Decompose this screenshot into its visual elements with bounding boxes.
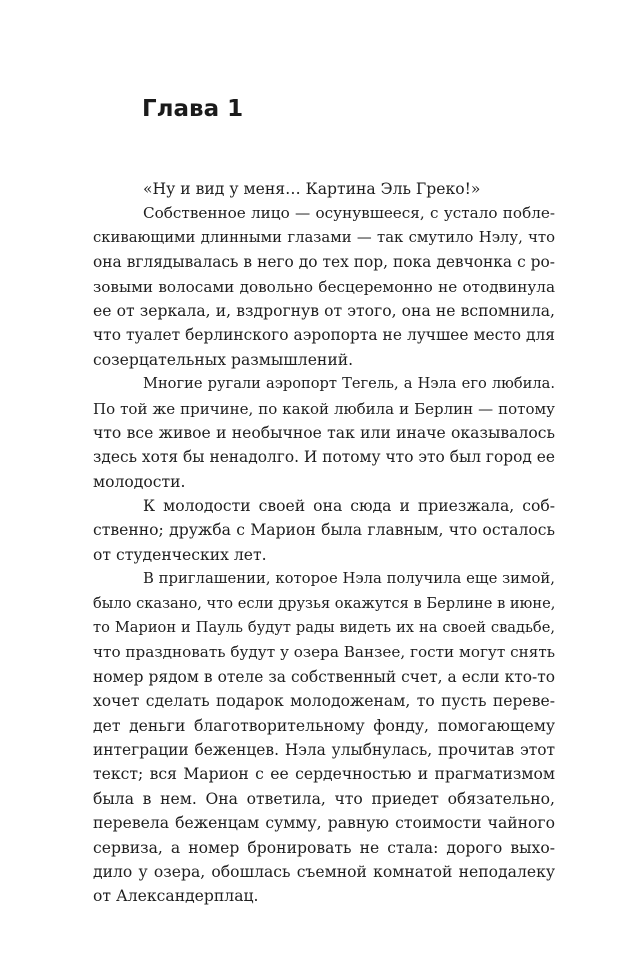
text-line: Многие ругали аэропорт Тегель, а Нэла его любила.	[143, 375, 555, 393]
text-line: хочет сделать подарок молодоженам, то пусть переве-	[93, 692, 555, 711]
text-line: сервиза, а номер бронировать не стала: дорого выхо-	[93, 838, 555, 857]
text-line: дет деньги благотворительному фонду, помогающему	[93, 716, 555, 735]
text-line: молодости.	[93, 472, 186, 491]
text-line: По той же причине, по какой любила и Берлин — потому	[93, 399, 555, 418]
text-line: интеграции беженцев. Нэла улыбнулась, прочитав этот	[93, 740, 555, 759]
text-line: В приглашении, которое Нэла получила еще зимой,	[143, 570, 555, 588]
text-line: текст; вся Марион с ее сердечностью и прагматизмом	[93, 765, 555, 784]
text-line: созерцательных размышлений.	[93, 350, 354, 369]
text-line: было сказано, что если друзья окажутся в Берлине в июне,	[93, 594, 555, 612]
text-line: что все живое и необычное так или иначе оказывалось	[93, 423, 555, 442]
text-line: была в нем. Она ответила, что приедет обязательно,	[93, 789, 555, 808]
text-line: то Марион и Пауль будут рады видеть их на своей свадьбе,	[93, 619, 555, 637]
text-line: ее от зеркала, и, вздрогнув от этого, она не вспомнила,	[93, 301, 555, 320]
text-line: Собственное лицо — осунувшееся, с устало побле-	[143, 204, 555, 223]
text-line: что праздновать будут у озера Ванзее, гости могут снять	[93, 643, 555, 662]
text-line: перевела беженцам сумму, равную стоимости чайного	[93, 814, 555, 833]
text-line: от студенческих лет.	[93, 545, 267, 564]
text-line: номер рядом в отеле за собственный счет, а если кто-то	[93, 667, 555, 686]
text-line: скивающими длинными глазами — так смутило Нэлу, что	[93, 228, 555, 246]
text-line: дило у озера, обошлась съемной комнатой неподалеку	[93, 862, 555, 881]
body-text	[93, 177, 555, 909]
text-line: «Ну и вид у меня… Картина Эль Греко!»	[143, 180, 481, 198]
chapter-title: Глава 1	[142, 96, 244, 122]
text-line: от Александерплац.	[93, 887, 259, 906]
text-line: она вглядывалась в него до тех пор, пока девчонка с ро-	[93, 253, 555, 272]
text-line: зовыми волосами довольно бесцеремонно не отодвинула	[93, 277, 555, 296]
text-line: К молодости своей она сюда и приезжала, соб-	[143, 497, 555, 516]
text-line: что туалет берлинского аэропорта не лучшее место для	[93, 326, 555, 345]
text-line: здесь хотя бы ненадолго. И потому что это был город ее	[93, 448, 555, 467]
text-line: ственно; дружба с Марион была главным, что осталось	[93, 521, 555, 540]
